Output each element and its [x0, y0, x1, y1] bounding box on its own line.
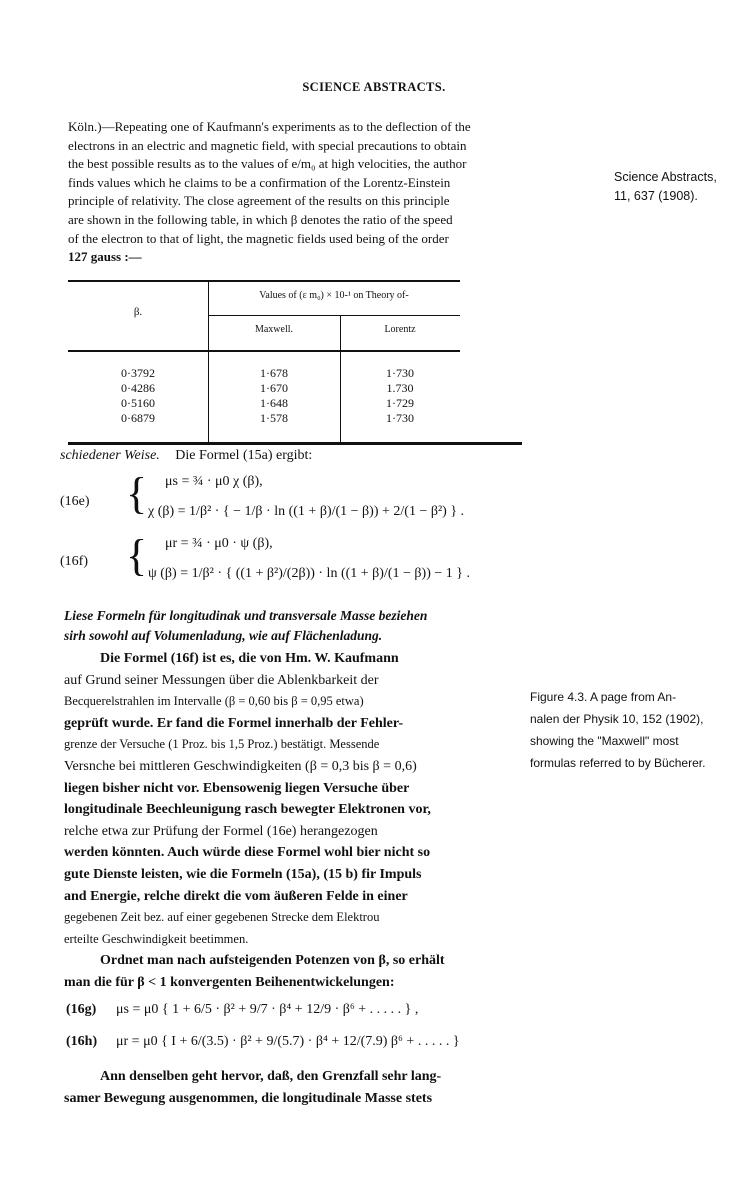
lorentz-column [340, 366, 460, 426]
abstract-line: 127 gauss :— [68, 249, 142, 265]
side-note-line: 11, 637 (1908). [614, 189, 698, 203]
german-line: liegen bisher nicht vor. Ebensowenig liegen Versuche über [64, 780, 410, 796]
results-table [68, 280, 460, 445]
german-line: longitudinale Beechleunigung rasch bewegter Elektronen vor, [64, 802, 431, 818]
ordnet-paragraph [64, 950, 524, 993]
eq-16g: μs = μ0 { 1 + 6/5 · β² + 9/7 · β⁴ + 12/9 · β⁶ + . . . . . } , [116, 1002, 419, 1017]
table-cell: 1·670 [260, 381, 288, 395]
formel-15a: Die Formel (15a) ergibt: [175, 448, 313, 463]
german-line: gegebenen Zeit bez. auf einer gegebenen Strecke dem Elektrou [64, 910, 380, 925]
caption-line: Figure 4.3. A page from An- [530, 690, 677, 704]
table-cell: 0·4286 [121, 381, 155, 395]
beta-column [68, 366, 208, 426]
side-note-line: Science Abstracts, [614, 170, 717, 184]
abstract-line: Köln.)—Repeating one of Kaufmann's experiments as to the deflection of the [68, 119, 471, 134]
table-cell: 1·578 [260, 411, 288, 425]
beta-header: β. [133, 306, 143, 318]
german-intro: schiedener Weise. [60, 448, 160, 463]
german-line: Versnche bei mittleren Geschwindigkeiten (β = 0,3 bis β = 0,6) [64, 758, 417, 774]
italic-paragraph [64, 606, 524, 646]
eq-16e-line1: μs = ¾ · μ0 χ (β), [165, 474, 263, 489]
ordnet-line: Ordnet man nach aufsteigenden Potenzen von β, so erhält [100, 953, 445, 968]
caption-line: nalen der Physik 10, 152 (1902), [530, 712, 704, 726]
eq-16f-line2: ψ (β) = 1/β² · { ((1 + β²)/(2β)) · ln ((1 + β)/(1 − β)) − 1 } . [148, 566, 470, 581]
eq-16g-label: (16g) [66, 1002, 97, 1017]
caption-line: formulas referred to by Bücherer. [530, 756, 706, 770]
german-line: erteilte Geschwindigkeit beetimmen. [64, 931, 249, 946]
eq-16e-line2: χ (β) = 1/β² · { − 1/β · ln ((1 + β)/(1 − β)) + 2/(1 − β²) } . [148, 504, 465, 519]
figure-caption [530, 686, 746, 774]
table-cell: 1·730 [386, 411, 414, 425]
final-line: samer Bewegung ausgenommen, die longitudinale Masse stets [64, 1090, 433, 1106]
german-paragraph [64, 648, 524, 950]
maxwell-header: Maxwell. [254, 324, 294, 335]
values-group-header: Values of (ε m₀) × 10-¹ on Theory of- [259, 290, 409, 301]
table-bottom-rule [68, 442, 522, 445]
table-cell: 1·648 [260, 396, 288, 410]
italic-line: Liese Formeln für longitudinak und transversale Masse beziehen [64, 608, 428, 623]
table-cell: 1·729 [386, 396, 414, 410]
table-header-rule [68, 350, 460, 352]
table-top-rule [68, 280, 460, 282]
maxwell-column [208, 366, 340, 426]
eq-16f-line1: μr = ¾ · μ0 · ψ (β), [165, 536, 273, 551]
abstract-line: principle of relativity. The close agreement of the results on this principle [68, 193, 450, 209]
eq-16h: μr = μ0 { I + 6/(3.5) · β² + 9/(5.7) · β⁴ + 12/(7.9) β⁶ + . . . . . } [116, 1034, 460, 1049]
table-cell: 1·730 [386, 366, 414, 380]
abstract-line: electrons in an electric and magnetic field, with special precautions to obtain [68, 137, 467, 153]
german-line: grenze der Versuche (1 Proz. bis 1,5 Proz.) bestätigt. Messende [64, 737, 380, 752]
german-line: geprüft wurde. Er fand die Formel innerhalb der Fehler- [64, 715, 404, 731]
left-brace-icon: { [126, 469, 148, 518]
table-cell: 0·3792 [121, 366, 155, 380]
german-line: auf Grund seiner Messungen über die Ablenkbarkeit der [64, 672, 379, 688]
eq-16e-label: (16e) [60, 494, 90, 509]
table-cell: 0·5160 [121, 396, 155, 410]
side-note-citation [614, 168, 744, 206]
german-line: and Energie, relche direkt die vom äußeren Felde in einer [64, 888, 408, 904]
abstract-line: the best possible results as to the values of e/m₀ at high velocities, the author [68, 156, 467, 172]
table-cell: 1·678 [260, 366, 288, 380]
table-cell: 0·6879 [121, 411, 155, 425]
ordnet-line: man die für β < 1 konvergenten Beihenentwickelungen: [64, 974, 395, 990]
abstract-line: are shown in the following table, in which β denotes the ratio of the speed [68, 211, 453, 227]
eq-16h-label: (16h) [66, 1034, 98, 1049]
abstract-line: finds values which he claims to be a confirmation of the Lorentz-Einstein [68, 174, 451, 190]
german-intro-line [60, 448, 312, 464]
abstract-paragraph [68, 118, 608, 267]
german-line: gute Dienste leisten, wie die Formeln (15a), (15 b) fir Impuls [64, 866, 422, 882]
lorentz-header: Lorentz [384, 324, 416, 335]
table-cell: 1.730 [386, 381, 414, 395]
italic-line: sirh sowohl auf Volumenladung, wie auf Flächenladung. [64, 628, 383, 643]
german-line: Becquerelstrahlen im Intervalle (β = 0,60 bis β = 0,95 etwa) [64, 694, 364, 709]
caption-line: showing the "Maxwell" most [530, 734, 679, 748]
left-brace-icon: { [126, 531, 148, 580]
table-mid-rule [208, 315, 460, 316]
german-line: relche etwa zur Prüfung der Formel (16e) herangezogen [64, 823, 378, 839]
eq-16f-label: (16f) [60, 554, 88, 569]
page-heading: SCIENCE ABSTRACTS. [302, 80, 446, 94]
german-line: werden könnten. Auch würde diese Formel wohl bier nicht so [64, 845, 431, 861]
german-line: Die Formel (16f) ist es, die von Hm. W. Kaufmann [100, 651, 399, 666]
final-line: Ann denselben geht hervor, daß, den Grenzfall sehr lang- [100, 1069, 442, 1084]
abstract-line: of the electron to that of light, the magnetic fields used being of the order [68, 230, 449, 246]
final-paragraph [64, 1066, 524, 1109]
